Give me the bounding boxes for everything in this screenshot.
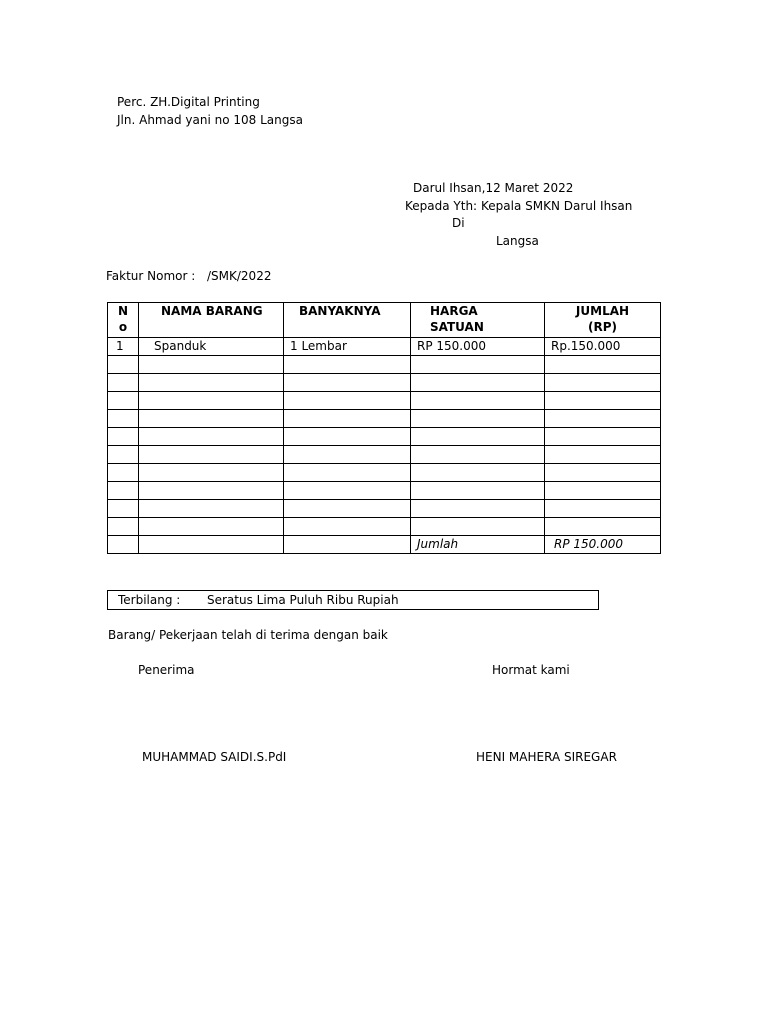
header-nama-barang: NAMA BARANG <box>139 303 284 338</box>
terbilang-value: Seratus Lima Puluh Ribu Rupiah <box>207 593 399 607</box>
table-row <box>108 410 661 428</box>
row-no: 1 <box>108 338 139 356</box>
di-label: Di <box>452 216 465 230</box>
table-row <box>108 374 661 392</box>
table-row <box>108 464 661 482</box>
table-row <box>108 518 661 536</box>
hormat-name: HENI MAHERA SIREGAR <box>476 750 617 764</box>
total-value: RP 150.000 <box>545 536 661 554</box>
header-jumlah: JUMLAH (RP) <box>545 303 661 338</box>
sender-address: Jln. Ahmad yani no 108 Langsa <box>117 113 303 127</box>
table-row <box>108 428 661 446</box>
table-row <box>108 356 661 374</box>
faktur-number: /SMK/2022 <box>207 269 272 283</box>
table-row <box>108 482 661 500</box>
header-harga-satuan: HARGA SATUAN <box>411 303 545 338</box>
sender-name: Perc. ZH.Digital Printing <box>117 95 260 109</box>
place-date: Darul Ihsan,12 Maret 2022 <box>413 181 574 195</box>
table-row <box>108 392 661 410</box>
row-jumlah: Rp.150.000 <box>545 338 661 356</box>
statement-text: Barang/ Pekerjaan telah di terima dengan baik <box>108 628 388 642</box>
kepada-value: Kepala SMKN Darul Ihsan <box>481 199 633 213</box>
faktur-label: Faktur Nomor : <box>106 269 196 283</box>
row-harga: RP 150.000 <box>411 338 545 356</box>
total-label: Jumlah <box>411 536 545 554</box>
terbilang-label: Terbilang : <box>118 593 181 607</box>
penerima-label: Penerima <box>138 663 195 677</box>
kepada-label: Kepada Yth: <box>405 199 478 213</box>
header-banyaknya: BANYAKNYA <box>284 303 411 338</box>
header-no: N o <box>108 303 139 338</box>
table-row <box>108 500 661 518</box>
penerima-name: MUHAMMAD SAIDI.S.PdI <box>142 750 287 764</box>
table-row <box>108 338 661 356</box>
table-total-row <box>108 536 661 554</box>
terbilang-box <box>107 590 599 610</box>
table-header-row <box>108 303 661 338</box>
row-banyak: 1 Lembar <box>284 338 411 356</box>
city-label: Langsa <box>496 234 539 248</box>
items-table <box>107 302 661 554</box>
table-row <box>108 446 661 464</box>
hormat-label: Hormat kami <box>492 663 570 677</box>
row-nama: Spanduk <box>139 338 284 356</box>
